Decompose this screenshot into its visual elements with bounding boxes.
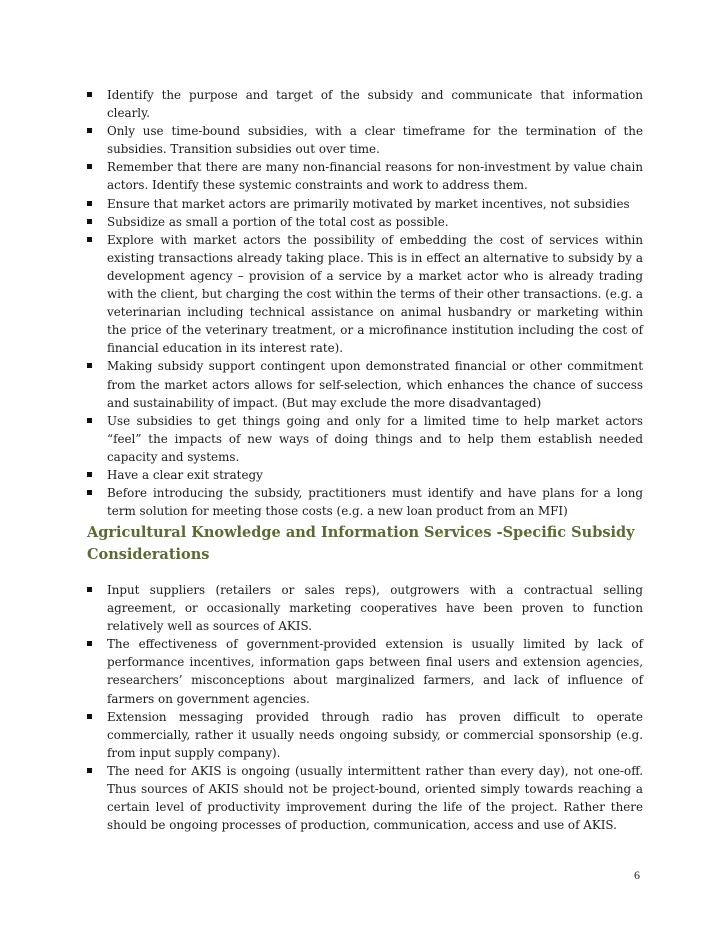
list-item bbox=[87, 708, 643, 762]
bullet-icon bbox=[87, 128, 92, 133]
section-heading: Agricultural Knowledge and Information Services -Specific Subsidy Considerations bbox=[87, 524, 635, 563]
list-item bbox=[87, 195, 643, 213]
list-item bbox=[87, 357, 643, 411]
bullet-icon bbox=[87, 472, 92, 477]
list-item bbox=[87, 466, 643, 484]
list-item bbox=[87, 762, 643, 834]
bullet-icon bbox=[87, 363, 92, 368]
bullet-icon bbox=[87, 237, 92, 242]
bullet-icon bbox=[87, 219, 92, 224]
bullet-icon bbox=[87, 418, 92, 423]
page-number: 6 bbox=[634, 868, 640, 882]
bullet-icon bbox=[87, 201, 92, 206]
bullet-icon bbox=[87, 714, 92, 719]
list-item bbox=[87, 581, 643, 635]
bullet-icon bbox=[87, 587, 92, 592]
list-item bbox=[87, 86, 643, 122]
bullet-icon bbox=[87, 92, 92, 97]
list-item bbox=[87, 158, 643, 194]
list-item-text: Extension messaging provided through radio has proven difficult to operate commercially, rather it usually needs ongoing subsidy, or commercial sponsorship (e.g. from input supply company). bbox=[107, 709, 643, 760]
list-item bbox=[87, 122, 643, 158]
list-item bbox=[87, 635, 643, 707]
list-item-text: Remember that there are many non-financial reasons for non-investment by value chain actors. Identify these systemic constraints and work to address them. bbox=[107, 160, 643, 193]
list-item-text: Have a clear exit strategy bbox=[107, 467, 263, 482]
list-item-text: Input suppliers (retailers or sales reps), outgrowers with a contractual selling agreement, or occasionally marketing cooperatives have been proven to function relatively well as sources of AKIS. bbox=[107, 583, 643, 634]
akis-considerations-list bbox=[87, 581, 643, 834]
list-item bbox=[87, 213, 643, 231]
list-item-text: Subsidize as small a portion of the total cost as possible. bbox=[107, 214, 449, 229]
list-item-text: Explore with market actors the possibility of embedding the cost of services within existing transactions already taking place. This is in effect an alternative to subsidy by a development agency – provision of a service by a market actor who is already trading with the client, but charging the cost within the terms of their other transactions. (e.g. a veterinarian including technical assistance on animal husbandry or marketing within the price of the veterinary treatment, or a microfinance institution including the cost of financial education in its interest rate). bbox=[107, 232, 643, 356]
bullet-icon bbox=[87, 490, 92, 495]
list-item-text: The effectiveness of government-provided extension is usually limited by lack of performance incentives, information gaps between final users and extension agencies, researchers’ misconceptions about marginalized farmers, and lack of influence of farmers on government agencies. bbox=[107, 637, 643, 706]
list-item-text: Only use time-bound subsidies, with a clear timeframe for the termination of the subsidies. Transition subsidies out over time. bbox=[107, 124, 643, 157]
bullet-icon bbox=[87, 164, 92, 169]
list-item-text: Ensure that market actors are primarily motivated by market incentives, not subsidies bbox=[107, 196, 630, 211]
list-item-text: Making subsidy support contingent upon demonstrated financial or other commitment from the market actors allows for self-selection, which enhances the chance of success and sustainability of impact. (But may exclude the more disadvantaged) bbox=[107, 359, 643, 410]
list-item-text: Identify the purpose and target of the subsidy and communicate that information clearly. bbox=[107, 88, 643, 121]
list-item bbox=[87, 484, 643, 520]
list-item bbox=[87, 412, 643, 466]
list-item-text: Before introducing the subsidy, practitioners must identify and have plans for a long term solution for meeting those costs (e.g. a new loan product from an MFI) bbox=[107, 486, 643, 519]
bullet-icon bbox=[87, 641, 92, 646]
bullet-icon bbox=[87, 768, 92, 773]
list-item-text: The need for AKIS is ongoing (usually intermittent rather than every day), not one-off. Thus sources of AKIS should not be project-bound, oriented simply towards reaching a certain level of productivity improvement during the life of the project. Rather there should be ongoing processes of production, communication, access and use of AKIS. bbox=[107, 763, 643, 833]
subsidy-guidelines-list bbox=[87, 86, 643, 520]
list-item-text: Use subsidies to get things going and only for a limited time to help market actors “feel” the impacts of new ways of doing things and to help them establish needed capacity and systems. bbox=[107, 413, 643, 464]
list-item bbox=[87, 231, 643, 358]
